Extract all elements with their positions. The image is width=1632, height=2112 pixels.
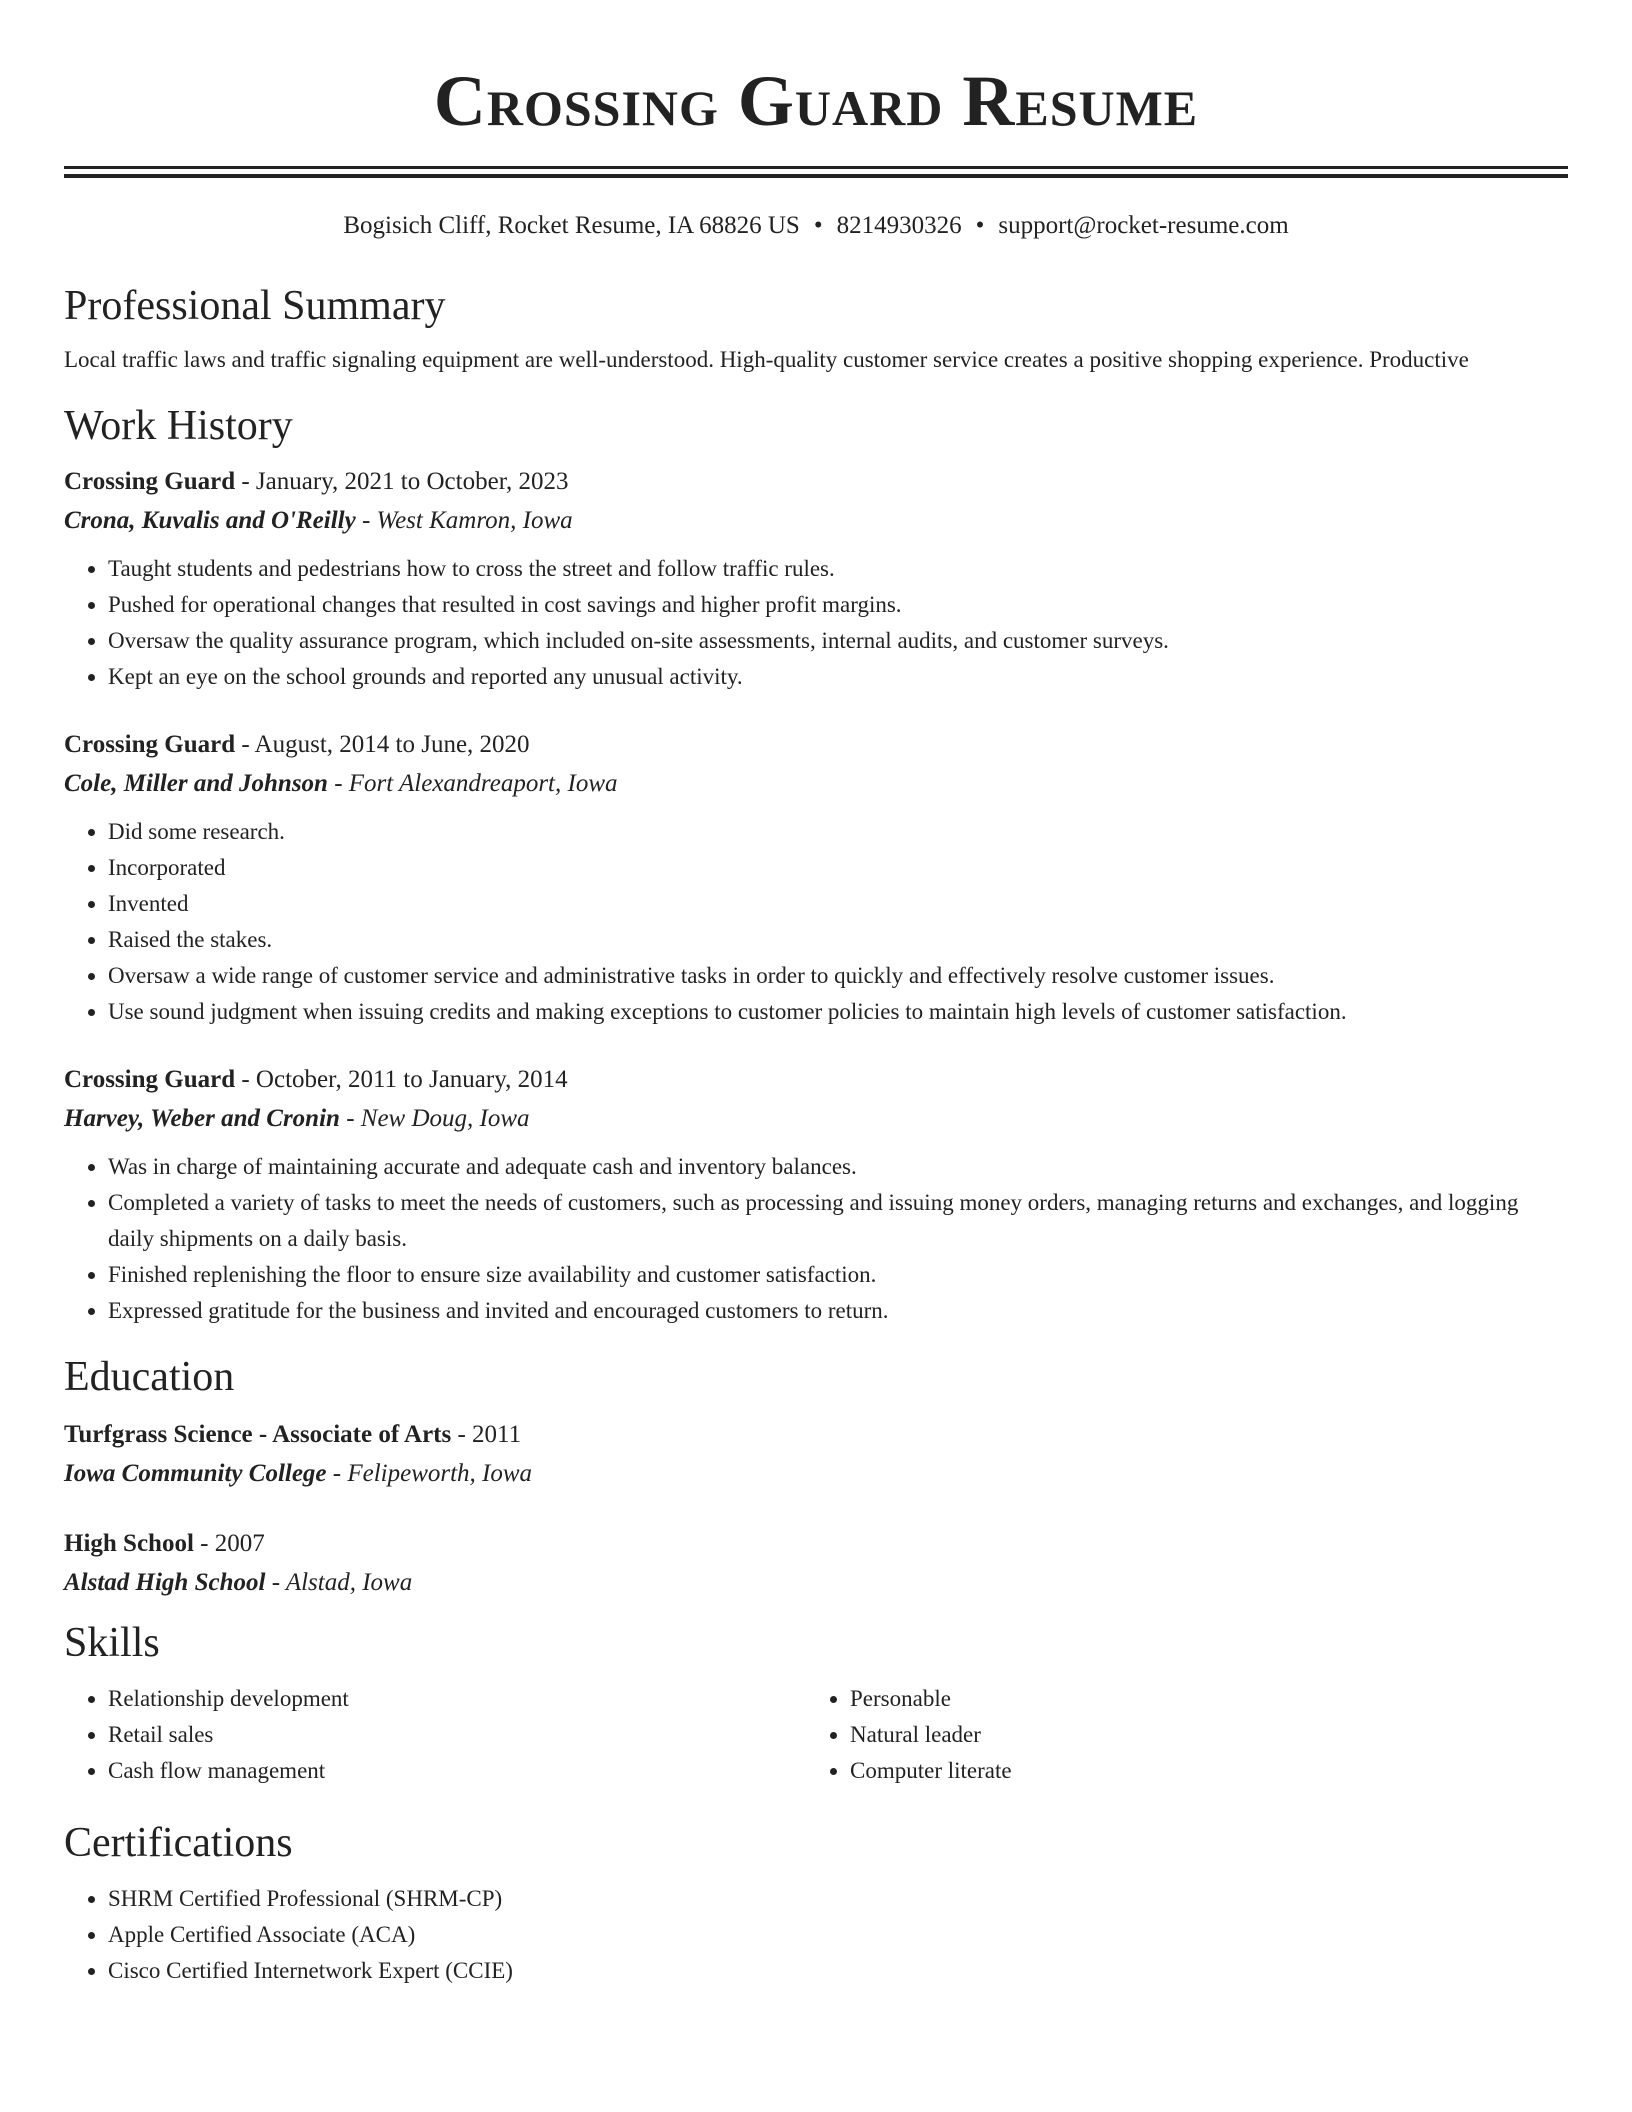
contact-line (64, 209, 1568, 243)
job-entry (64, 725, 1568, 1030)
job-role: Crossing Guard (64, 1066, 236, 1093)
list-item: • Kept an eye on the school grounds and reported any unusual activity. (108, 659, 1568, 695)
job-dates: - August, 2014 to June, 2020 (235, 731, 530, 758)
job-bullets (64, 1149, 1568, 1329)
list-item: • Incorporated (108, 850, 1568, 886)
education-location: - Felipeworth, Iowa (326, 1460, 533, 1487)
education-school: Alstad High School (64, 1569, 266, 1596)
job-org: Cole, Miller and Johnson (64, 770, 328, 797)
list-item: • Use sound judgment when issuing credits and making exceptions to customer policies to maintain high levels of customer satisfaction. (108, 994, 1568, 1030)
job-dates: - January, 2021 to October, 2023 (235, 468, 569, 495)
certifications-heading: Certifications (64, 1820, 293, 1866)
resume-page (64, 0, 1568, 1989)
job-entry (64, 1060, 1568, 1329)
contact-phone: 8214930326 (836, 212, 962, 239)
list-item: • Expressed gratitude for the business and invited and encouraged customers to return. (108, 1293, 1568, 1329)
contact-separator: • (813, 212, 823, 239)
job-header (64, 725, 1568, 764)
list-item: • Cash flow management (108, 1753, 806, 1789)
list-item: • Taught students and pedestrians how to cross the street and follow traffic rules. (108, 551, 1568, 587)
education-degree: High School (64, 1530, 194, 1557)
list-item: • Invented (108, 886, 1568, 922)
education-header (64, 1524, 1568, 1563)
education-entry (64, 1415, 1568, 1494)
list-item: • SHRM Certified Professional (SHRM-CP) (108, 1881, 1568, 1917)
list-item: • Finished replenishing the floor to ensure size availability and customer satisfaction. (108, 1257, 1568, 1293)
job-location: - West Kamron, Iowa (355, 507, 573, 534)
skills-column-left (64, 1671, 806, 1789)
list-item: • Oversaw the quality assurance program, which included on-site assessments, internal audits, and customer surveys. (108, 623, 1568, 659)
list-item: • Pushed for operational changes that resulted in cost savings and higher profit margins. (108, 587, 1568, 623)
skills-list (806, 1681, 1548, 1789)
list-item: • Completed a variety of tasks to meet the needs of customers, such as processing and issuing money orders, managing returns and exchanges, and logging daily shipments on a daily basis. (108, 1185, 1568, 1257)
education-heading: Education (64, 1354, 235, 1400)
list-item: • Oversaw a wide range of customer service and administrative tasks in order to quickly and effectively resolve customer issues. (108, 958, 1568, 994)
summary-heading: Professional Summary (64, 283, 446, 329)
job-org: Crona, Kuvalis and O'Reilly (64, 507, 356, 534)
education-year: - 2011 (451, 1421, 522, 1448)
job-role: Crossing Guard (64, 731, 236, 758)
job-dates: - October, 2011 to January, 2014 (235, 1066, 568, 1093)
list-item: • Personable (850, 1681, 1548, 1717)
education-school-line (64, 1563, 1568, 1603)
skills-heading: Skills (64, 1620, 160, 1666)
job-location: - New Doug, Iowa (339, 1105, 530, 1132)
work-history-heading: Work History (64, 403, 293, 449)
education-degree: Turfgrass Science - Associate of Arts (64, 1421, 452, 1448)
skills-column-right (806, 1671, 1548, 1789)
list-item: • Was in charge of maintaining accurate and adequate cash and inventory balances. (108, 1149, 1568, 1185)
job-entry (64, 462, 1568, 695)
list-item: • Computer literate (850, 1753, 1548, 1789)
job-employer (64, 764, 1568, 804)
list-item: • Retail sales (108, 1717, 806, 1753)
job-employer (64, 1099, 1568, 1139)
job-employer (64, 501, 1568, 541)
job-bullets (64, 814, 1568, 1030)
education-school-line (64, 1454, 1568, 1494)
skills-columns (64, 1671, 1568, 1789)
resume-title: Crossing Guard Resume (433, 61, 1199, 141)
list-item: • Apple Certified Associate (ACA) (108, 1917, 1568, 1953)
job-org: Harvey, Weber and Cronin (64, 1105, 340, 1132)
list-item: • Did some research. (108, 814, 1568, 850)
education-entry (64, 1524, 1568, 1603)
list-item: • Cisco Certified Internetwork Expert (CCIE) (108, 1953, 1568, 1989)
job-role: Crossing Guard (64, 468, 236, 495)
education-location: - Alstad, Iowa (265, 1569, 413, 1596)
job-header (64, 1060, 1568, 1099)
job-header (64, 462, 1568, 501)
contact-separator: • (975, 212, 985, 239)
job-bullets (64, 551, 1568, 695)
certifications-list (64, 1881, 1568, 1989)
education-year: - 2007 (193, 1530, 265, 1557)
list-item: • Relationship development (108, 1681, 806, 1717)
list-item: • Natural leader (850, 1717, 1548, 1753)
contact-address: Bogisich Cliff, Rocket Resume, IA 68826 US (343, 212, 800, 239)
education-school: Iowa Community College (64, 1460, 327, 1487)
title-divider (64, 166, 1568, 178)
skills-list (64, 1681, 806, 1789)
summary-text: Local traffic laws and traffic signaling equipment are well-understood. High-quality customer service creates a positive shopping experience. Productive (64, 347, 1469, 372)
job-location: - Fort Alexandreaport, Iowa (327, 770, 618, 797)
contact-email: support@rocket-resume.com (998, 212, 1289, 239)
list-item: • Raised the stakes. (108, 922, 1568, 958)
education-header (64, 1415, 1568, 1454)
